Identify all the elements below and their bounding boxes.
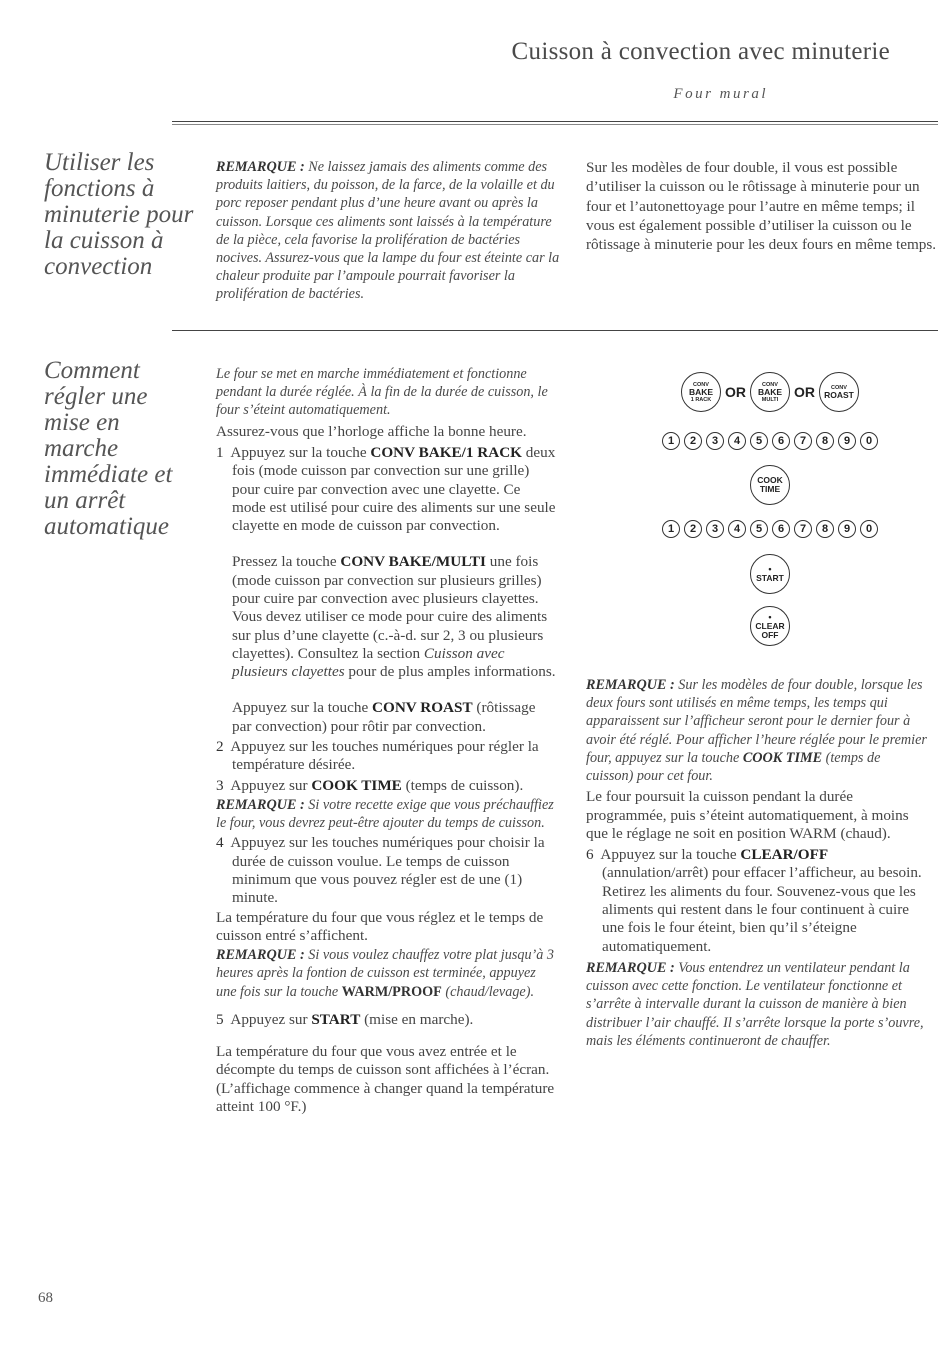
section1-body: Sur les modèles de four double, il vous est possible d’utiliser la cuisson ou le rôtissage à minuterie pour un four et l’autonettoyage pour l’autre en même temps; il vous est également possible d’utiliser la cuisson ou le rôtissage à minuterie pour les deux fours en même temps. bbox=[586, 159, 937, 254]
page-subtitle: Four mural bbox=[673, 86, 768, 102]
conv-key-row bbox=[620, 372, 920, 412]
conv-bake-multi-key: CONV BAKE MULTI bbox=[750, 372, 790, 412]
step-number: 5 bbox=[216, 1010, 224, 1028]
digit-key: 7 bbox=[794, 520, 812, 538]
step-number: 6 bbox=[586, 846, 594, 864]
digit-key: 5 bbox=[750, 432, 768, 450]
conv-roast-key: CONV ROAST bbox=[819, 372, 859, 412]
digit-key: 2 bbox=[684, 432, 702, 450]
note-label: REMARQUE : bbox=[586, 677, 675, 693]
digit-key: 3 bbox=[706, 520, 724, 538]
digit-key: 4 bbox=[728, 520, 746, 538]
step-1c: Appuyez sur la touche CONV ROAST (rôtissage par convection) pour rôtir par convection. bbox=[232, 699, 536, 735]
digit-key: 0 bbox=[860, 432, 878, 450]
digit-key: 2 bbox=[684, 520, 702, 538]
intro-italic: Le four se met en marche immédiatement et fonctionne pendant la durée réglée. À la fin de la durée de cuisson, le four s’éteint automatiquement. bbox=[216, 366, 548, 419]
key-label: WARM/PROOF bbox=[341, 983, 442, 1000]
digit-key: 8 bbox=[816, 432, 834, 450]
clear-off-row bbox=[620, 606, 920, 646]
step-number: 3 bbox=[216, 776, 224, 794]
cross-reference: Cuisson avec plusieurs clayettes bbox=[232, 644, 505, 681]
step-number: 1 bbox=[216, 443, 224, 461]
step-1b: Pressez la touche CONV BAKE/MULTI une fois (mode cuisson par convection sur plusieurs grilles) pour cuire par convection avec plusieurs clayettes. Vous devez utiliser ce mode pour cuire des aliments sur plus d’une clayette (c.-à-d. sur 2, 3 ou plusieurs clayettes). Consultez la section Cuisson avec plusieurs clayettes pour de plus amples informations. bbox=[232, 553, 556, 681]
header-rule-thin bbox=[172, 124, 938, 125]
key-label: CONV ROAST bbox=[372, 699, 473, 717]
digit-key: 9 bbox=[838, 432, 856, 450]
header-rule bbox=[172, 121, 938, 122]
or-label: OR bbox=[794, 384, 815, 400]
section2-heading: Comment régler une mise en marche immédiate et un arrêt automatique bbox=[44, 357, 173, 540]
or-label: OR bbox=[725, 384, 746, 400]
note-double-oven: REMARQUE : Sur les modèles de four double, lorsque les deux fours sont utilisés en même temps, les temps qui apparaissent sur l’afficheur seront pour le dernier four à avoir été réglé. Pour afficher l’heure réglée pour le premier four, appuyez sur la touche COOK TIME (temps de cuisson) pour cet four. bbox=[586, 677, 927, 785]
digit-key: 3 bbox=[706, 432, 724, 450]
note-label: REMARQUE : bbox=[216, 947, 305, 964]
start-key: • START bbox=[750, 554, 790, 594]
cooking-continues: Le four poursuit la cuisson pendant la durée programmée, puis s’éteint automatiquement, à moins que le réglage ne soit en position WARM (chaud). bbox=[586, 788, 909, 842]
note-label: REMARQUE : bbox=[216, 796, 305, 813]
cook-time-row bbox=[620, 465, 920, 505]
step-number: 2 bbox=[216, 738, 224, 756]
key-label: COOK TIME bbox=[742, 749, 823, 766]
cook-time-key: COOK TIME bbox=[750, 465, 790, 505]
step-4: 4 Appuyez sur les touches numériques pour choisir la durée de cuisson voulue. Le temps de cuisson minimum que vous pouvez régler est de une (1) minute. bbox=[216, 834, 545, 907]
step-number: 4 bbox=[216, 834, 224, 852]
section2-left-column bbox=[216, 365, 556, 1116]
section2-right-column bbox=[586, 676, 928, 1050]
digit-key: 1 bbox=[662, 432, 680, 450]
key-label: CONV BAKE/1 RACK bbox=[370, 443, 522, 461]
digit-key: 6 bbox=[772, 432, 790, 450]
digit-key: 7 bbox=[794, 432, 812, 450]
key-label: CLEAR/OFF bbox=[740, 846, 829, 864]
digit-key: 4 bbox=[728, 432, 746, 450]
key-label: CONV BAKE/MULTI bbox=[340, 553, 486, 571]
step-3: 3 Appuyez sur COOK TIME (temps de cuisson). bbox=[216, 776, 524, 794]
keypad-illustration bbox=[620, 372, 920, 646]
page-number: 68 bbox=[38, 1290, 53, 1306]
digit-key: 1 bbox=[662, 520, 680, 538]
digit-key: 9 bbox=[838, 520, 856, 538]
section1-heading: Utiliser les fonctions à minuterie pour la cuisson à convection bbox=[44, 149, 194, 280]
digit-row bbox=[620, 432, 920, 450]
page-title: Cuisson à convection avec minuterie bbox=[511, 38, 890, 65]
key-label: COOK TIME bbox=[311, 776, 402, 794]
note-label: REMARQUE : bbox=[586, 959, 675, 976]
step-5: 5 Appuyez sur START (mise en marche). bbox=[216, 1010, 474, 1028]
digit-key: 0 bbox=[860, 520, 878, 538]
note-step-3: REMARQUE : Si votre recette exige que vous préchauffiez le four, vous devrez peut-être ajouter du temps de cuisson. bbox=[216, 796, 554, 832]
after-step-4: La température du four que vous réglez et le temps de cuisson entré s’affichent. bbox=[216, 908, 544, 944]
section-rule bbox=[172, 330, 938, 331]
note-fan: REMARQUE : Vous entendrez un ventilateur pendant la cuisson avec cette fonction. Le ventilateur fonctionne et s’arrête à intervalle durant la cuisson de manière à bien distribuer l’air chauffé. Il s’arrête lorsque la porte s’ouvre, mais les éléments continueront de chauffer. bbox=[586, 959, 924, 1049]
start-row bbox=[620, 554, 920, 594]
note-text: Ne laissez jamais des aliments comme des produits laitiers, du poisson, de la farce, de la volaille et du porc reposer pendant plus d’une heure avant ou après la cuisson. Lorsque ces aliments sont laissés à la température de la pièce, cela favorise la prolifération de bactéries nocives. Assurez-vous que la lampe du four est éteinte car la chaleur produite par l’ampoule pourrait favoriser la prolifération de bactéries. bbox=[216, 159, 560, 303]
note-step-4: REMARQUE : Si vous voulez chauffez votre plat jusqu’à 3 heures après la fontion de cuisson est terminée, appuyez une fois sur la touche WARM/PROOF (chaud/levage). bbox=[216, 947, 554, 1000]
after-step-5: La température du four que vous avez entrée et le décompte du temps de cuisson sont affichées à l’écran. (L’affichage commence à changer quand la température atteint 100 °F.) bbox=[216, 1043, 555, 1115]
conv-bake-1-rack-key: CONV BAKE 1 RACK bbox=[681, 372, 721, 412]
key-label: START bbox=[311, 1010, 361, 1028]
clear-off-key: • CLEAR OFF bbox=[750, 606, 790, 646]
step-2: 2 Appuyez sur les touches numériques pour régler la température désirée. bbox=[216, 738, 539, 774]
digit-key: 8 bbox=[816, 520, 834, 538]
section1-note bbox=[216, 158, 566, 304]
digit-key: 5 bbox=[750, 520, 768, 538]
intro-text: Assurez-vous que l’horloge affiche la bonne heure. bbox=[216, 422, 527, 440]
step-6: 6 Appuyez sur la touche CLEAR/OFF (annulation/arrêt) pour effacer l’afficheur, au besoin. Retirez les aliments du four. Souvenez-vous que les aliments qui restent dans le four continuent à cuire une fois le four éteint, bien qu’il s’éteigne automatiquement. bbox=[586, 846, 922, 955]
step-1: 1 Appuyez sur la touche CONV BAKE/1 RACK deux fois (mode cuisson par convection sur une grille) pour cuire par convection avec une clayette. Ce mode est utilisé pour cuire des aliments sur une seule clayette en mode de cuisson par convection. bbox=[216, 443, 556, 535]
digit-row bbox=[620, 520, 920, 538]
note-label: REMARQUE : bbox=[216, 159, 305, 175]
digit-key: 6 bbox=[772, 520, 790, 538]
